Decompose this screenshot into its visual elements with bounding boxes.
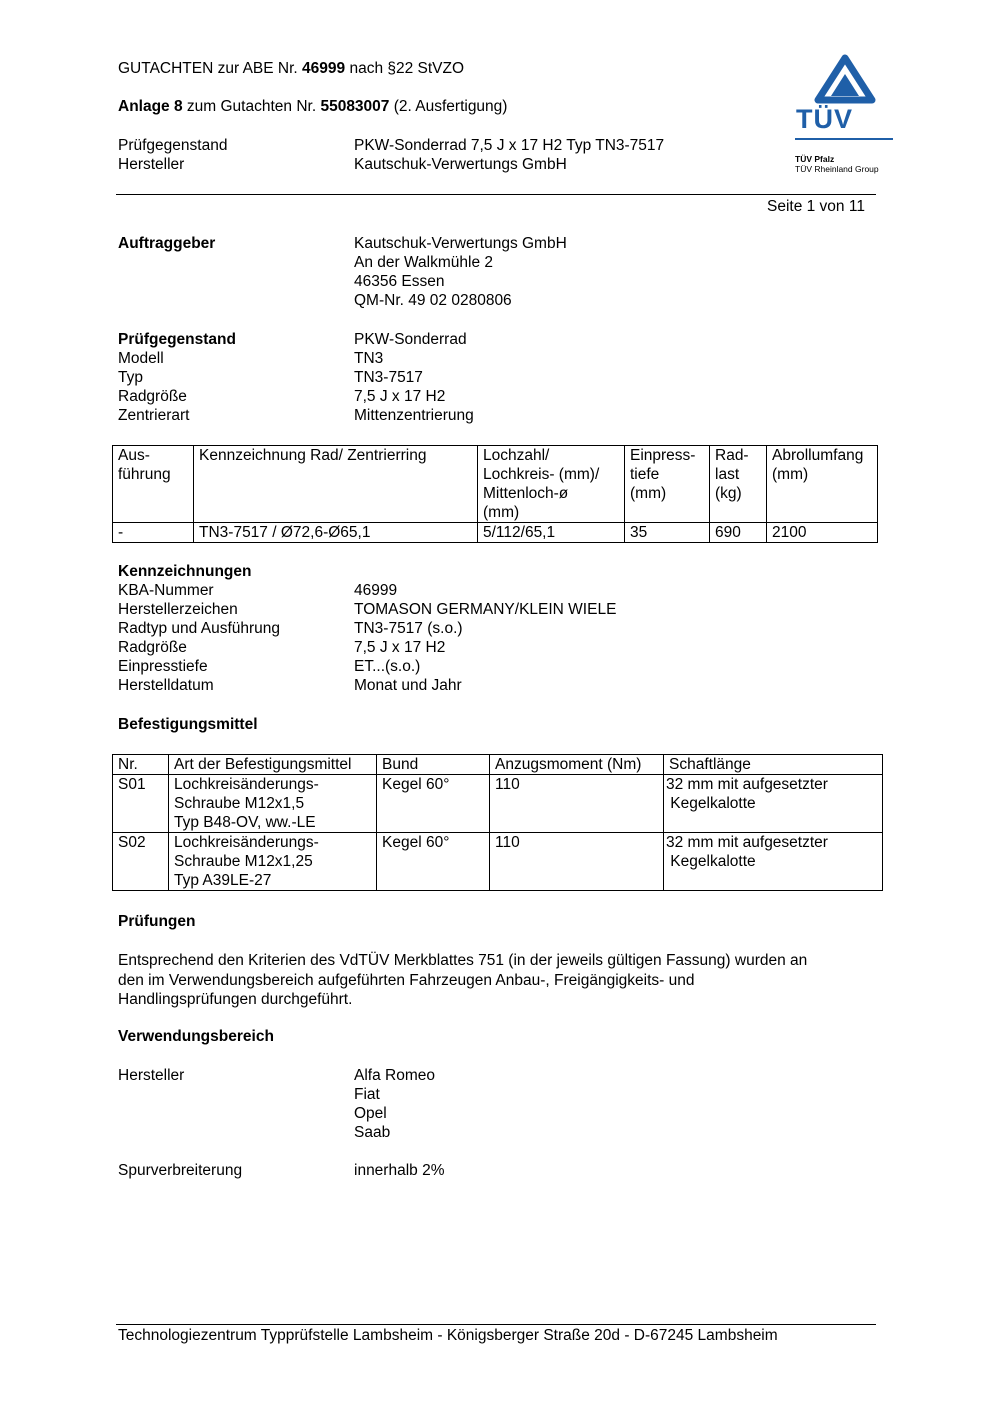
list-item: Opel bbox=[354, 1105, 387, 1122]
abe-number: 46999 bbox=[302, 60, 346, 77]
pruefungen-paragraph: Entsprechend den Kriterien des VdTÜV Merkblattes 751 (in der jeweils gültigen Fassung) wurden an den im Verwendungsbereich aufgeführten Fahrzeugen Anbau-, Freigängigkeits- und Handlingsprüfungen durchgeführt. bbox=[118, 952, 808, 1008]
table-header-cell: Aus- führung bbox=[113, 446, 194, 523]
header-rule bbox=[116, 194, 876, 195]
footer-rule bbox=[116, 1324, 876, 1325]
table-cell: 690 bbox=[710, 523, 767, 543]
pruefungen-title: Prüfungen bbox=[118, 913, 196, 930]
table-cell: Kegel 60° bbox=[377, 833, 490, 891]
kennzeichnungen-block: Kennzeichnungen KBA-Nummer 46999 Herstellerzeichen TOMASON GERMANY/KLEIN WIELE Radtyp und Ausführung TN3-7517 (s.o.) Radgröße 7,5 J x 17 H2 Einpresstiefe ET...(s.o.) Herstelldatum Monat und Jahr bbox=[118, 563, 617, 694]
table-cell: 32 mm mit aufgesetzter Kegelkalotte bbox=[664, 833, 883, 891]
logo-line-2: TÜV Rheinland Group bbox=[795, 164, 879, 174]
table-header-row bbox=[113, 755, 883, 775]
table-row bbox=[113, 523, 878, 543]
table-cell: 35 bbox=[625, 523, 710, 543]
tuev-logo bbox=[790, 54, 900, 179]
table-header-cell: Rad- last (kg) bbox=[710, 446, 767, 523]
pruefgegenstand-block: Prüfgegenstand PKW-Sonderrad Modell TN3 Typ TN3-7517 Radgröße 7,5 J x 17 H2 Zentrierart Mittenzentrierung bbox=[118, 331, 474, 424]
table-header-cell: Lochzahl/ Lochkreis- (mm)/ Mittenloch-ø (mm) bbox=[478, 446, 625, 523]
header-row: Hersteller Kautschuk-Verwertungs GmbH bbox=[118, 156, 567, 173]
gutachten-number: 55083007 bbox=[320, 98, 390, 115]
header-line-2: Anlage 8 zum Gutachten Nr. 55083007 (2. Ausfertigung) bbox=[118, 98, 508, 115]
tuev-brand: TÜV bbox=[796, 104, 853, 134]
kennzeichnungen-title: Kennzeichnungen bbox=[118, 563, 252, 580]
page-number: Seite 1 von 11 bbox=[767, 198, 865, 215]
table-cell: 32 mm mit aufgesetzter Kegelkalotte bbox=[664, 775, 883, 833]
pruefgegenstand-label: Prüfgegenstand bbox=[118, 331, 236, 348]
table-header-row bbox=[113, 446, 878, 523]
table-header-cell: Kennzeichnung Rad/ Zentrierring bbox=[194, 446, 478, 523]
table-cell: 110 bbox=[490, 833, 664, 891]
table-cell: 110 bbox=[490, 775, 664, 833]
logo-rule bbox=[795, 138, 893, 140]
spurverbreiterung-row: Spurverbreiterung innerhalb 2% bbox=[118, 1162, 445, 1179]
list-item: Fiat bbox=[354, 1086, 380, 1103]
list-item: Alfa Romeo bbox=[354, 1067, 435, 1084]
table-cell: Lochkreisänderungs- Schraube M12x1,5 Typ B48-OV, ww.-LE bbox=[169, 775, 377, 833]
table-cell: Kegel 60° bbox=[377, 775, 490, 833]
table-cell: Lochkreisänderungs- Schraube M12x1,25 Typ A39LE-27 bbox=[169, 833, 377, 891]
table-header-cell: Abrollumfang (mm) bbox=[767, 446, 878, 523]
hersteller-list: Hersteller Alfa Romeo Fiat Opel Saab bbox=[118, 1067, 435, 1141]
table-row bbox=[113, 833, 883, 891]
table-header-cell: Bund bbox=[377, 755, 490, 775]
befestigung-title: Befestigungsmittel bbox=[118, 716, 258, 733]
table-row bbox=[113, 775, 883, 833]
table-header-cell: Art der Befestigungsmittel bbox=[169, 755, 377, 775]
befestigung-table bbox=[112, 754, 883, 891]
wheel-table bbox=[112, 445, 878, 543]
table-cell: 2100 bbox=[767, 523, 878, 543]
table-header-cell: Schaftlänge bbox=[664, 755, 883, 775]
header-subject-block bbox=[118, 136, 878, 174]
auftraggeber-label: Auftraggeber bbox=[118, 235, 216, 252]
verwendungsbereich-title: Verwendungsbereich bbox=[118, 1028, 274, 1045]
logo-line-1: TÜV Pfalz bbox=[795, 154, 835, 164]
auftraggeber-block: Auftraggeber Kautschuk-Verwertungs GmbH An der Walkmühle 2 46356 Essen QM-Nr. 49 02 0280806 bbox=[118, 235, 567, 309]
header-row: Prüfgegenstand PKW-Sonderrad 7,5 J x 17 H2 Typ TN3-7517 bbox=[118, 137, 665, 154]
table-header-cell: Nr. bbox=[113, 755, 169, 775]
list-item: Saab bbox=[354, 1124, 391, 1141]
table-cell: - bbox=[113, 523, 194, 543]
table-cell: S02 bbox=[113, 833, 169, 891]
table-cell: S01 bbox=[113, 775, 169, 833]
table-header-cell: Anzugsmoment (Nm) bbox=[490, 755, 664, 775]
footer-text: Technologiezentrum Typprüfstelle Lambsheim - Königsberger Straße 20d - D-67245 Lambsheim bbox=[118, 1327, 778, 1344]
table-cell: TN3-7517 / Ø72,6-Ø65,1 bbox=[194, 523, 478, 543]
header-line-1: GUTACHTEN zur ABE Nr. 46999 nach §22 StVZO bbox=[118, 60, 465, 77]
table-cell: 5/112/65,1 bbox=[478, 523, 625, 543]
table-header-cell: Einpress- tiefe (mm) bbox=[625, 446, 710, 523]
